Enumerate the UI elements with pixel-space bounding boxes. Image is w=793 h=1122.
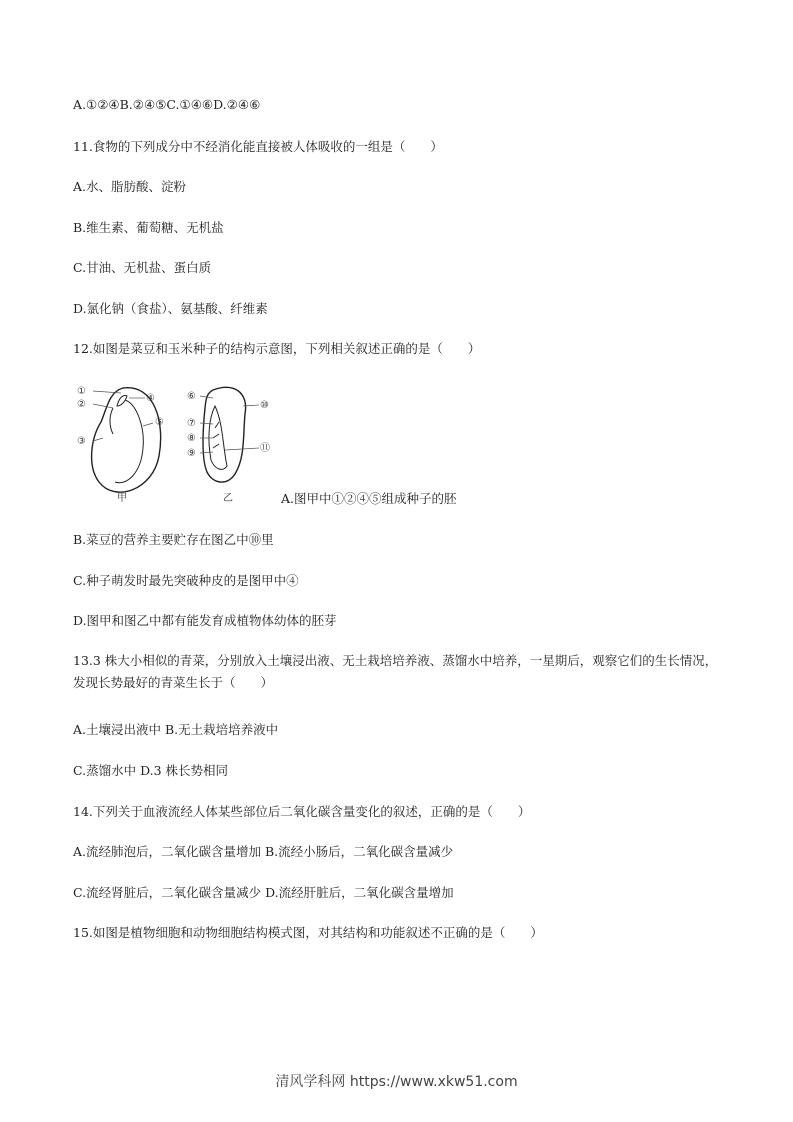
- corn-seed-diagram: [203, 387, 246, 482]
- label-jia-5: ⑤: [155, 417, 164, 428]
- q14-options-ab: A.流经肺泡后，二氧化碳含量增加 B.流经小肠后，二氧化碳含量减少: [73, 844, 454, 859]
- q12-stem: 12.如图是菜豆和玉米种子的结构示意图，下列相关叙述正确的是（ ）: [73, 341, 481, 356]
- q14-options-cd: C.流经肾脏后，二氧化碳含量减少 D.流经肝脏后，二氧化碳含量增加: [73, 885, 454, 900]
- q10-options: A.①②④B.②④⑤C.①④⑥D.②④⑥: [73, 97, 261, 112]
- label-yi-11: ⑪: [260, 443, 270, 454]
- seed-structure-figure: [73, 378, 278, 508]
- q12-option-a: A.图甲中①②④⑤组成种子的胚: [281, 491, 457, 506]
- q12-option-d: D.图甲和图乙中都有能发育成植物体幼体的胚芽: [73, 613, 337, 628]
- label-yi-9: ⑨: [187, 448, 196, 459]
- q12-option-b: B.菜豆的营养主要贮存在图乙中⑩里: [73, 532, 274, 547]
- label-yi-6: ⑥: [187, 391, 196, 402]
- q15-stem: 15.如图是植物细胞和动物细胞结构模式图，对其结构和功能叙述不正确的是（ ）: [73, 925, 543, 940]
- label-yi-7: ⑦: [187, 418, 196, 429]
- label-yi-10: ⑩: [260, 400, 269, 411]
- q14-stem: 14.下列关于血液流经人体某些部位后二氧化碳含量变化的叙述，正确的是（ ）: [73, 804, 531, 819]
- label-jia-4: ④: [146, 393, 155, 404]
- q11-option-d: D.氯化钠（食盐）、氨基酸、纤维素: [73, 301, 268, 316]
- footer-watermark: 清风学科网 https://www.xkw51.com: [275, 1074, 518, 1090]
- q11-stem: 11.食物的下列成分中不经消化能直接被人体吸收的一组是（ ）: [73, 139, 443, 154]
- q13-options-ab: A.土壤浸出液中 B.无土栽培培养液中: [73, 722, 279, 737]
- caption-yi: 乙: [223, 493, 233, 504]
- label-yi-8: ⑧: [187, 433, 196, 444]
- seed-structure-diagram: [73, 378, 278, 508]
- label-jia-2: ②: [77, 399, 86, 410]
- q13-stem: 13.3 株大小相似的青菜，分别放入土壤浸出液、无土栽培培养液、蒸馏水中培养，一星期后，观察它们的生长情况，发现长势最好的青菜生长于（ ）: [73, 653, 718, 690]
- q11-option-b: B.维生素、葡萄糖、无机盐: [73, 220, 224, 235]
- q12-option-c: C.种子萌发时最先突破种皮的是图甲中④: [73, 573, 299, 588]
- label-jia-1: ①: [77, 386, 86, 397]
- label-jia-3: ③: [77, 436, 86, 447]
- q11-option-a: A.水、脂肪酸、淀粉: [73, 179, 187, 194]
- q11-option-c: C.甘油、无机盐、蛋白质: [73, 260, 212, 275]
- caption-jia: 甲: [117, 493, 127, 504]
- q13-options-cd: C.蒸馏水中 D.3 株长势相同: [73, 763, 229, 778]
